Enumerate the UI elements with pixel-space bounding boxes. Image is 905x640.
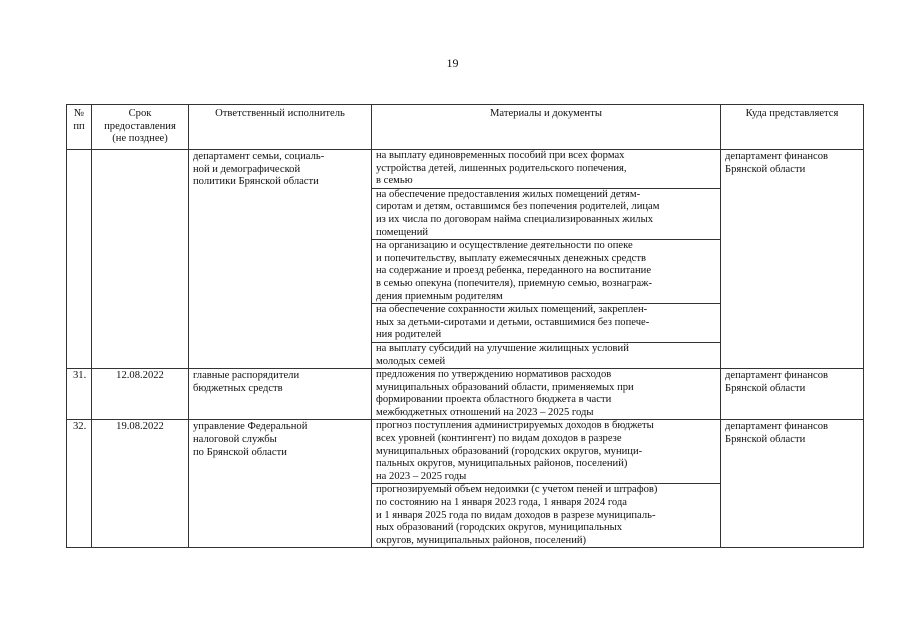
page-number: 19: [446, 56, 459, 70]
table-row: [67, 369, 864, 420]
header-materials: Материалы и документы: [372, 105, 721, 150]
header-destination: Куда представляется: [721, 105, 864, 150]
row-term: 19.08.2022: [92, 420, 189, 548]
row-destination: департамент финансов Брянской области: [721, 369, 864, 420]
row-materials: [372, 369, 721, 420]
material-item: на выплату единовременных пособий при всех формах устройства детей, лишенных родительского попечения, в семью: [372, 150, 720, 189]
table-row: [67, 420, 864, 548]
row-executor: главные распорядители бюджетных средств: [189, 369, 372, 420]
header-num: № пп: [67, 105, 92, 150]
material-item: на обеспечение сохранности жилых помещений, закреплен- ных за детьми-сиротами и детьми, оставшимися без попече- ния родителей: [372, 304, 720, 343]
material-item: прогноз поступления администрируемых доходов в бюджеты всех уровней (контингент) по видам доходов в разрезе муниципальных образований (городских округов, муници- пальных округов, муниципальных районов, поселений) на 2023 – 2025 годы: [372, 420, 720, 484]
table-header-row: [67, 105, 864, 150]
planning-table: [66, 104, 864, 548]
row-materials: [372, 150, 721, 369]
header-term: Срок предоставления (не позднее): [92, 105, 189, 150]
material-item: предложения по утверждению нормативов расходов муниципальных образований области, применяемых при формировании проекта областного бюджета в части межбюджетных отношений на 2023 – 2025 годы: [376, 369, 634, 418]
table-row: [67, 150, 864, 369]
row-executor: управление Федеральной налоговой службы по Брянской области: [189, 420, 372, 548]
row-term: [92, 150, 189, 369]
material-item: на организацию и осуществление деятельности по опеке и попечительству, выплату ежемесячных денежных средств на содержание и проезд ребенка, переданного на воспитание в семью опекуна (попечителя), приемную семью, вознаграж- дения приемным родителям: [372, 240, 720, 304]
row-num: 32.: [67, 420, 92, 548]
row-term: 12.08.2022: [92, 369, 189, 420]
row-materials: [372, 420, 721, 548]
row-num: [67, 150, 92, 369]
row-executor: департамент семьи, социаль- ной и демографической политики Брянской области: [189, 150, 372, 369]
header-executor: Ответственный исполнитель: [189, 105, 372, 150]
material-item: на выплату субсидий на улучшение жилищных условий молодых семей: [376, 342, 629, 367]
material-item: на обеспечение предоставления жилых помещений детям- сиротам и детям, оставшимся без попечения родителей, лицам из их числа по договорам найма специализированных жилых помещений: [372, 189, 720, 240]
row-destination: департамент финансов Брянской области: [721, 150, 864, 369]
row-num: 31.: [67, 369, 92, 420]
row-destination: департамент финансов Брянской области: [721, 420, 864, 548]
material-item: прогнозируемый объем недоимки (с учетом пеней и штрафов) по состоянию на 1 января 2023 года, 1 января 2024 года и 1 января 2025 года по видам доходов в разрезе муниципаль- ных образований (городских округов, муниципальных округов, муниципальных районов, поселений): [376, 484, 658, 546]
